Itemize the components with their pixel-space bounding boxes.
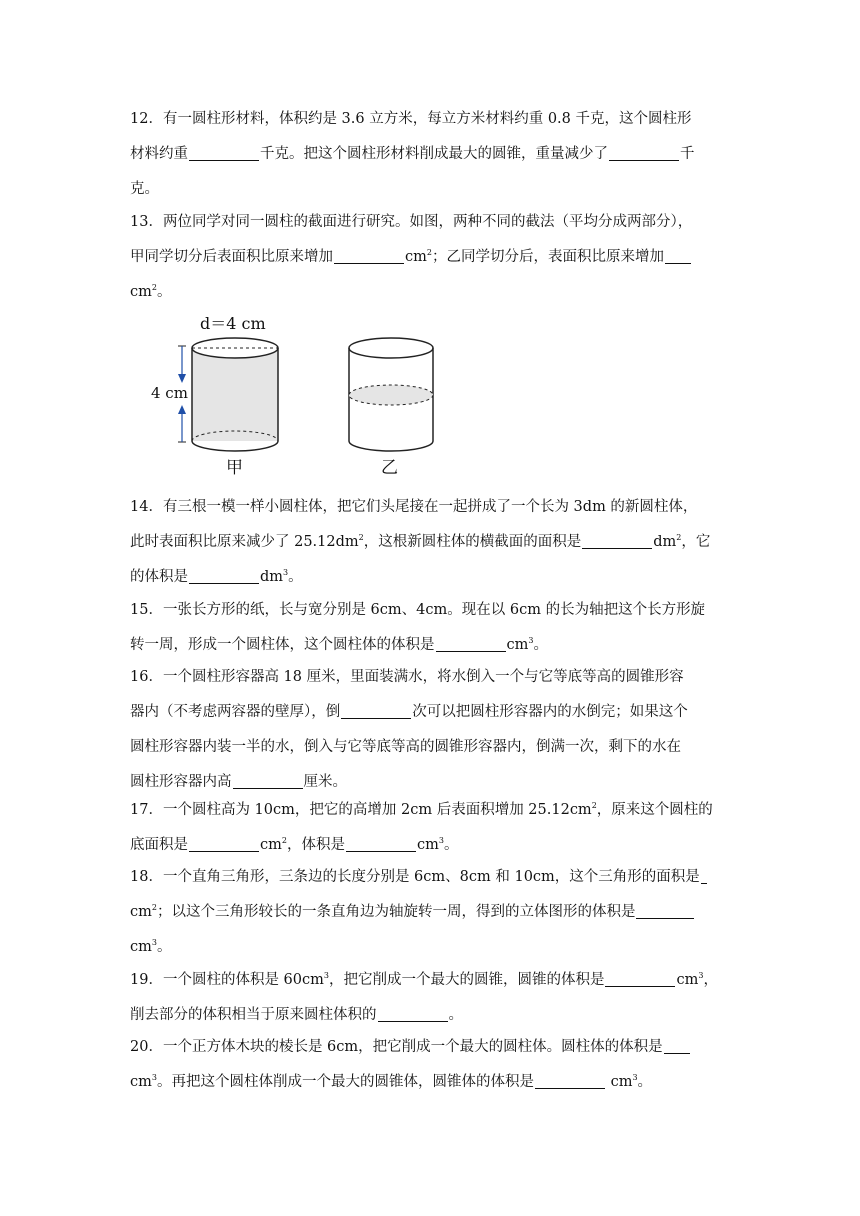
q12-line2: 材料约重 千克。把这个圆柱形材料削成最大的圆锥，重量减少了 千: [130, 146, 695, 162]
answer-blank[interactable]: [233, 773, 303, 789]
caption-jia: 甲: [226, 458, 243, 478]
question-20: [130, 1030, 732, 1100]
cylinder-yi: [349, 338, 433, 478]
q14-line2: 此时表面积比原来减少了 $25.12dm^2$，这根新圆柱体的横截面的面积是 $dm^2$，它: [130, 533, 711, 550]
question-19: [130, 963, 732, 1033]
answer-blank[interactable]: [605, 971, 675, 987]
answer-blank[interactable]: [436, 636, 506, 652]
q16-line1: 16．一个圆柱形容器高 18 厘米，里面装满水，将水倒入一个与它等底等高的圆锥形容: [130, 669, 684, 685]
q14-line3: 的体积是 $dm^3$。: [130, 568, 303, 585]
answer-blank[interactable]: [535, 1073, 605, 1089]
q20-line1: 20．一个正方体木块的棱长是 6cm，把它削成一个最大的圆柱体。圆柱体的体积是: [130, 1030, 732, 1065]
q20-line2: $cm^3$。再把这个圆柱体削成一个最大的圆锥体，圆锥体的体积是 $cm^3$。: [130, 1073, 653, 1090]
q14-line1: 14．有三根一模一样小圆柱体，把它们头尾接在一起拼成了一个长为 3dm 的新圆柱体，: [130, 499, 698, 515]
q12-line1: 12．有一圆柱形材料，体积约是 3.6 立方米，每立方米材料约重 0.8 千克，这个圆柱形: [130, 111, 692, 127]
diameter-label: d＝4 cm: [200, 314, 266, 333]
answer-blank[interactable]: [701, 868, 707, 884]
question-15: [130, 593, 732, 663]
arrow-up-icon: [178, 405, 186, 414]
question-16: [130, 660, 732, 800]
q16-line2: 器内（不考虑两容器的壁厚），倒 次可以把圆柱形容器内的水倒完；如果这个: [130, 704, 688, 720]
answer-blank[interactable]: [636, 903, 694, 919]
q19-line1: 19．一个圆柱的体积是 $60cm^3$，把它削成一个最大的圆锥，圆锥的体积是 $cm^3$，: [130, 971, 718, 988]
answer-blank[interactable]: [582, 533, 652, 549]
question-18: [130, 860, 732, 965]
answer-blank[interactable]: [341, 703, 411, 719]
answer-blank[interactable]: [334, 248, 404, 264]
q18-line2: $cm^2$；以这个三角形较长的一条直角边为轴旋转一周，得到的立体图形的体积是: [130, 895, 732, 930]
q17-line2: 底面积是 $cm^2$，体积是 $cm^3$。: [130, 836, 459, 853]
answer-blank[interactable]: [664, 1038, 690, 1054]
answer-blank[interactable]: [189, 145, 259, 161]
q16-line3: 圆柱形容器内装一半的水，倒入与它等底等高的圆锥形容器内，倒满一次，剩下的水在: [130, 739, 681, 755]
cylinder-jia: [151, 314, 278, 478]
question-17: [130, 793, 732, 863]
q13-line1: 13．两位同学对同一圆柱的截面进行研究。如图，两种不同的截法（平均分成两部分），: [130, 214, 693, 230]
question-14: [130, 490, 732, 595]
answer-blank[interactable]: [189, 568, 259, 584]
answer-blank[interactable]: [189, 836, 259, 852]
q18-line3: $cm^3$。: [130, 938, 172, 955]
q19-line2: 削去部分的体积相当于原来圆柱体积的 。: [130, 1007, 463, 1023]
cylinder-figure: [140, 308, 450, 483]
q15-line2: 转一周，形成一个圆柱体，这个圆柱体的体积是 $cm^3$。: [130, 636, 548, 653]
question-13: [130, 205, 732, 310]
answer-blank[interactable]: [378, 1006, 448, 1022]
q18-line1: 18．一个直角三角形，三条边的长度分别是 6cm、8cm 和 10cm，这个三角形的面积是: [130, 860, 732, 895]
q15-line1: 15．一张长方形的纸，长与宽分别是 6cm、4cm。现在以 6cm 的长为轴把这个长方形旋: [130, 602, 706, 618]
answer-blank[interactable]: [346, 836, 416, 852]
q17-line1: 17．一个圆柱高为 10cm，把它的高增加 2cm 后表面积增加 $25.12cm^2$，原来这个圆柱的: [130, 801, 713, 818]
answer-blank[interactable]: [609, 145, 679, 161]
q13-line3: $cm^2$。: [130, 283, 172, 300]
q16-line4: 圆柱形容器内高 厘米。: [130, 774, 347, 790]
q12-line3: 克。: [130, 181, 159, 197]
height-label: 4 cm: [151, 384, 188, 402]
question-12: [130, 102, 732, 207]
answer-blank[interactable]: [665, 248, 691, 264]
q13-line2: 甲同学切分后表面积比原来增加 $cm^2$；乙同学切分后，表面积比原来增加: [130, 240, 732, 275]
cylinder-diagram: [140, 308, 450, 483]
caption-yi: 乙: [381, 458, 398, 478]
arrow-down-icon: [178, 374, 186, 383]
